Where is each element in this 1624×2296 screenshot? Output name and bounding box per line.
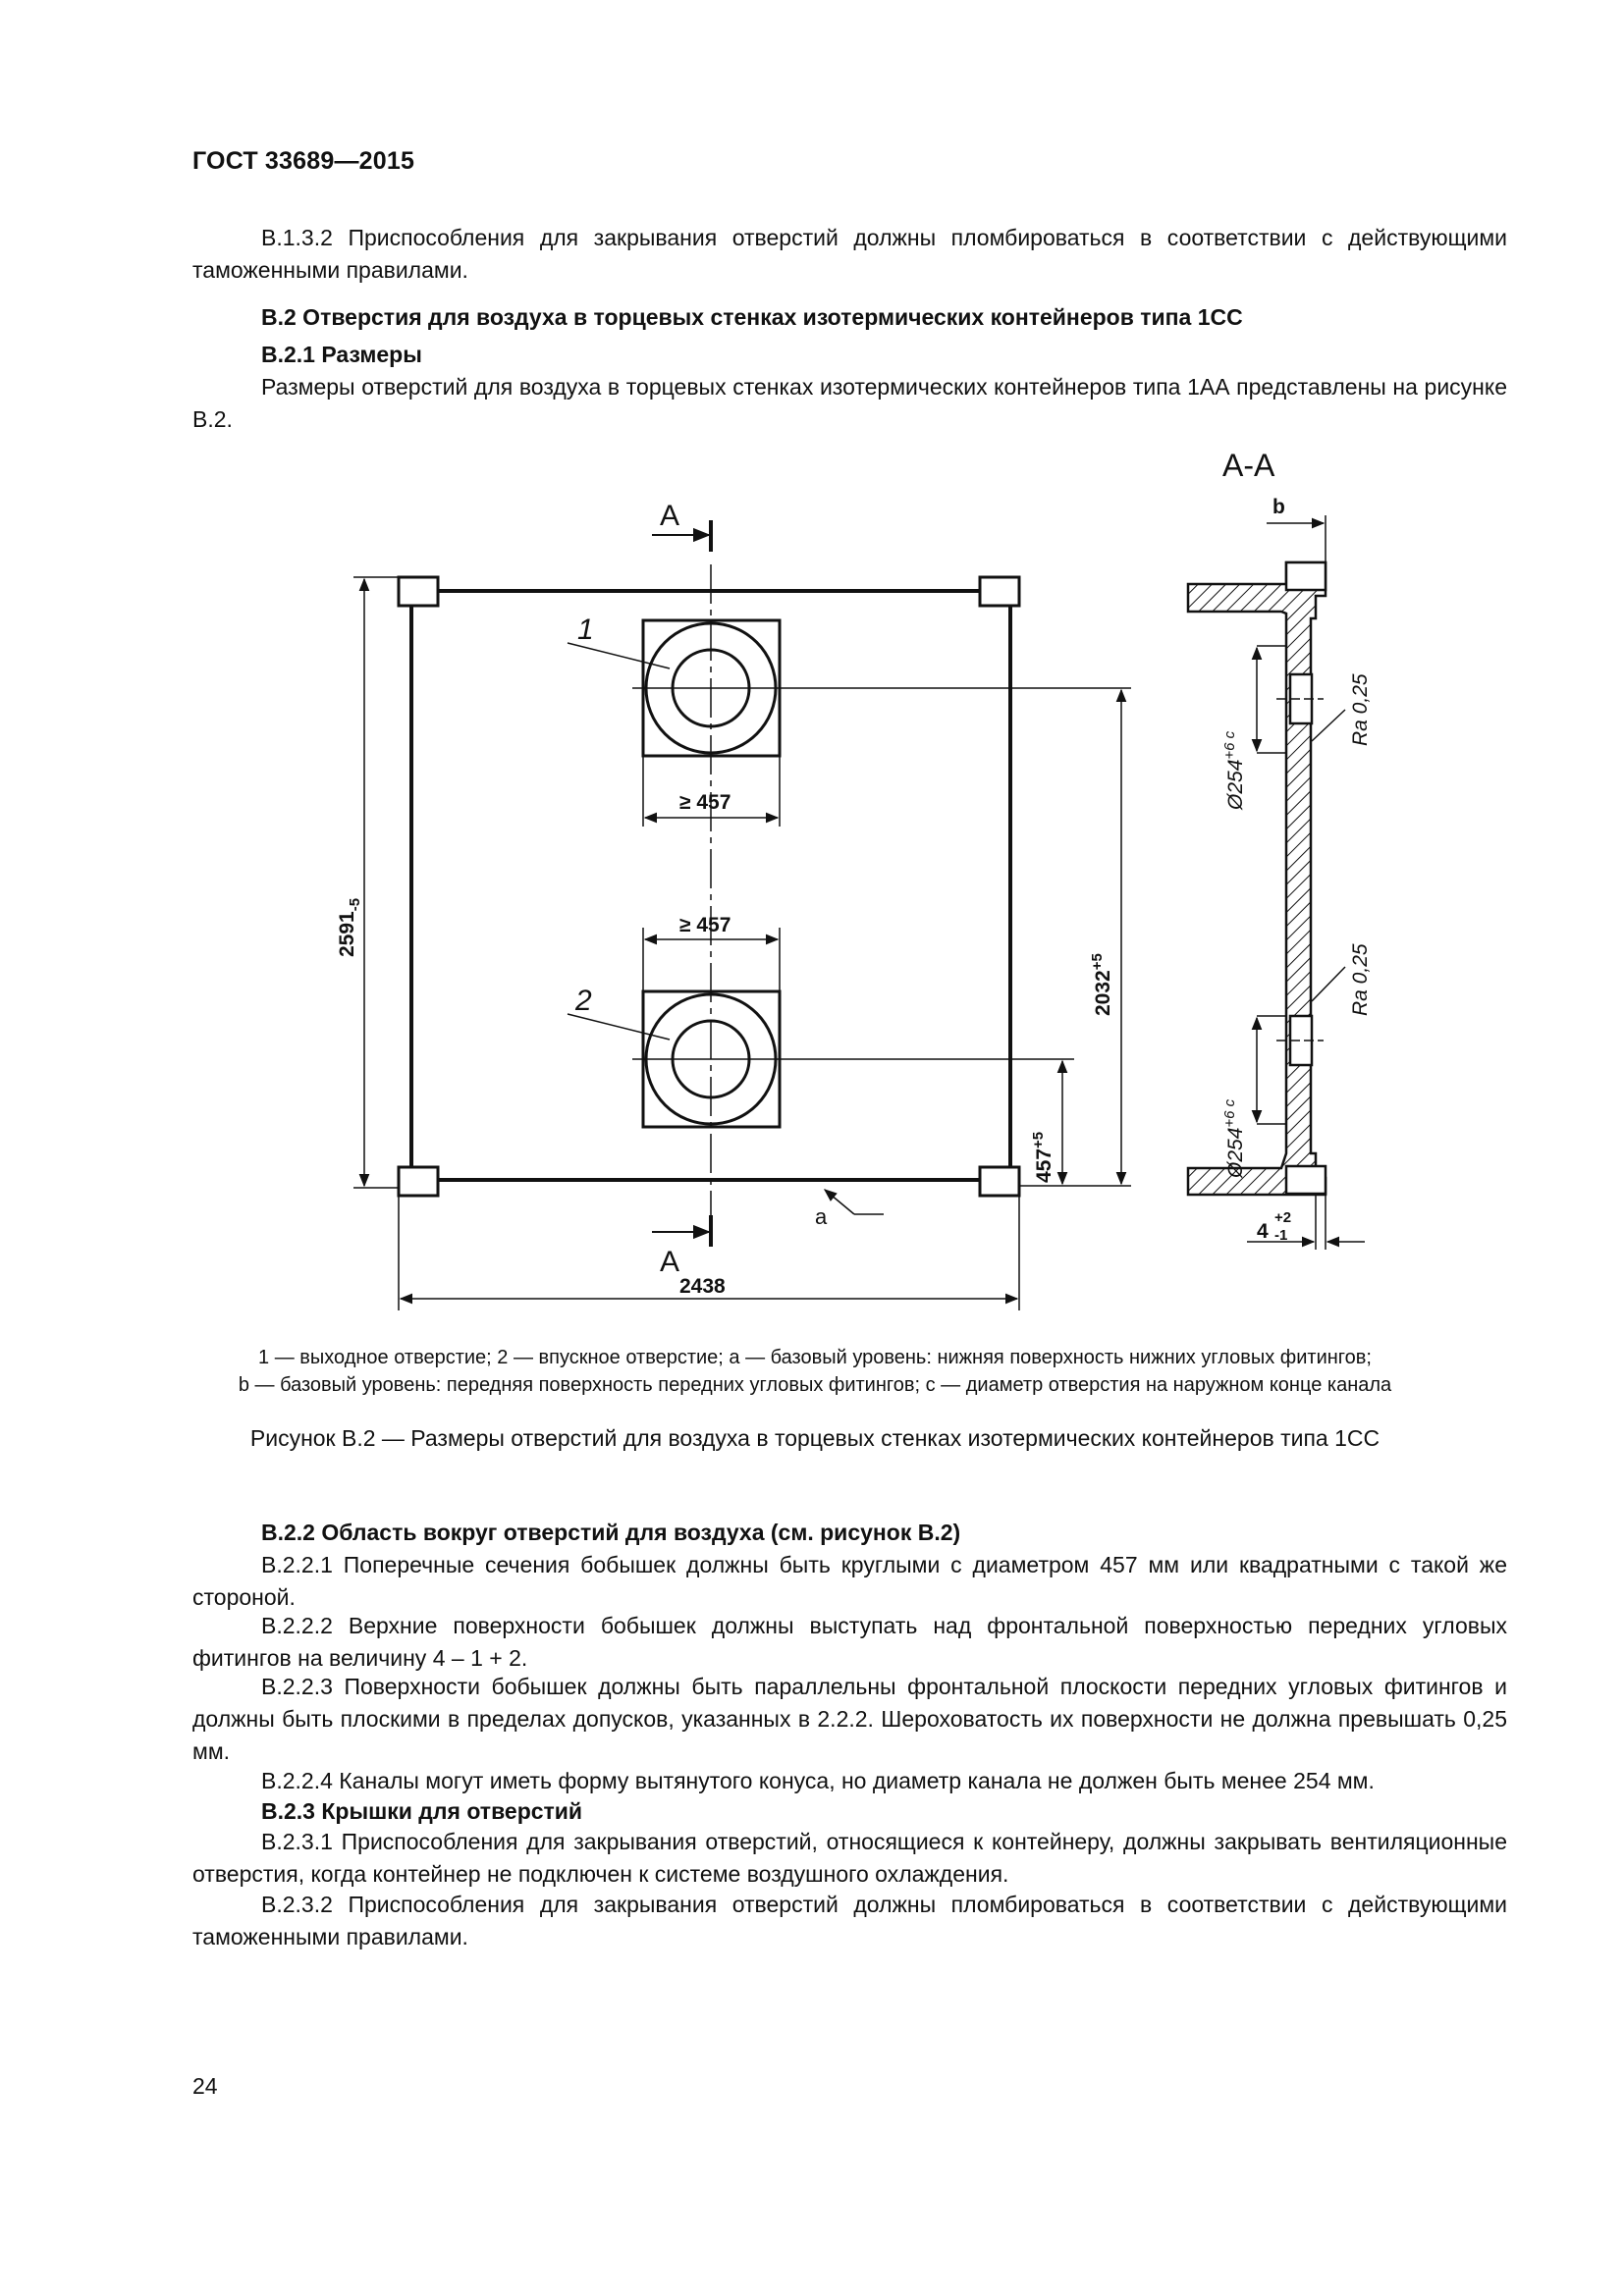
corner-fitting-tr xyxy=(980,577,1019,606)
figure-legend-line-1: 1 — выходное отверстие; 2 — впускное отверстие; a — базовый уровень: нижняя поверхность нижних угловых фитингов; xyxy=(258,1347,1372,1368)
paragraph-b224: В.2.2.4 Каналы могут иметь форму вытянутого конуса, но диаметр канала не должен быть менее 254 мм. xyxy=(261,1768,1375,1793)
corner-fitting-tl xyxy=(399,577,438,606)
dim-dia-top: Ø254 xyxy=(1224,759,1247,810)
dim-457v: 457 xyxy=(1033,1148,1056,1183)
subsection-b21-title: В.2.1 Размеры xyxy=(261,342,422,367)
svg-text:Ø254+6 c xyxy=(1221,1098,1247,1179)
dim-457v-tol: +5 xyxy=(1030,1131,1047,1148)
cut-label-bottom: А xyxy=(660,1246,680,1278)
svg-text:2032+5 xyxy=(1089,953,1114,1016)
svg-text:457+5 xyxy=(1030,1132,1056,1183)
dim-dia-bottom: Ø254 xyxy=(1224,1127,1247,1178)
dim-dia-top-tol: +6 c xyxy=(1221,730,1238,760)
document-header: ГОСТ 33689—2015 xyxy=(192,147,415,175)
paragraph-b222: В.2.2.2 Верхние поверхности бобышек должны выступать над фронтальной поверхностью передних угловых фитингов на величину 4 – 1 + 2. xyxy=(192,1613,1507,1671)
ra-bottom: Ra 0,25 xyxy=(1349,943,1372,1016)
label-1: 1 xyxy=(577,614,594,646)
dim-4-tol-down: -1 xyxy=(1274,1227,1288,1244)
section-view xyxy=(1188,515,1365,1250)
ra-top: Ra 0,25 xyxy=(1349,673,1372,746)
paragraph-b221: В.2.2.1 Поперечные сечения бобышек должны быть круглыми с диаметром 457 мм или квадратными с такой же стороной. xyxy=(192,1552,1507,1610)
label-b: b xyxy=(1272,496,1285,518)
corner-fitting-bl xyxy=(399,1167,438,1196)
paragraph-b231: В.2.3.1 Приспособления для закрывания отверстий, относящиеся к контейнеру, должны закрывать вентиляционные отверстия, когда контейнер не подключен к системе воздушного охлаждения. xyxy=(192,1829,1507,1887)
corner-fitting-br xyxy=(980,1167,1019,1196)
section-b2-title: В.2 Отверстия для воздуха в торцевых стенках изотермических контейнеров типа 1СС xyxy=(261,304,1243,330)
page-number: 24 xyxy=(192,2073,218,2099)
dim-dia-bottom-tol: +6 c xyxy=(1221,1098,1238,1128)
section-label: А-А xyxy=(1222,448,1275,483)
figure-caption: Рисунок В.2 — Размеры отверстий для воздуха в торцевых стенках изотермических контейнеров типа 1СС xyxy=(249,1425,1380,1451)
figure-legend-line-2: b — базовый уровень: передняя поверхность передних угловых фитингов; c — диаметр отверстия на наружном конце канала xyxy=(238,1374,1392,1396)
section-b23-title: В.2.3 Крышки для отверстий xyxy=(261,1798,583,1824)
front-view xyxy=(353,520,1131,1310)
dim-2032-tol: +5 xyxy=(1089,953,1106,971)
svg-text:2591-5 xyxy=(336,898,363,957)
dim-2591-tol: -5 xyxy=(347,897,363,912)
dim-4-tol-up: +2 xyxy=(1274,1209,1292,1226)
dim-2438: 2438 xyxy=(679,1275,726,1298)
paragraph-b132-top: В.1.3.2 Приспособления для закрывания отверстий должны пломбироваться в соответствии с действующими таможенными правилами. xyxy=(192,225,1507,283)
cut-label-top: А xyxy=(660,500,680,532)
label-a: a xyxy=(815,1204,828,1229)
svg-text:Ø254+6 c xyxy=(1221,730,1247,811)
figure-b2-drawing xyxy=(196,447,1473,1310)
label-2: 2 xyxy=(575,985,592,1017)
section-b22-title: В.2.2 Область вокруг отверстий для воздуха (см. рисунок В.2) xyxy=(261,1520,961,1545)
paragraph-b232: В.2.3.2 Приспособления для закрывания отверстий должны пломбироваться в соответствии с действующими таможенными правилами. xyxy=(192,1892,1507,1949)
dim-457-top: ≥ 457 xyxy=(679,791,731,814)
dim-457-bottom: ≥ 457 xyxy=(679,914,731,936)
dim-4: 4 xyxy=(1257,1220,1269,1243)
paragraph-b223: В.2.2.3 Поверхности бобышек должны быть параллельны фронтальной плоскости передних угловых фитингов и должны быть плоскими в пределах допусков, указанных в 2.2.2. Шероховатость их поверхности не должна превышать 0,25 мм. xyxy=(192,1674,1507,1764)
dim-2032: 2032 xyxy=(1092,970,1114,1016)
paragraph-b21: Размеры отверстий для воздуха в торцевых стенках изотермических контейнеров типа 1АА представлены на рисунке В.2. xyxy=(192,374,1507,432)
dim-2591: 2591 xyxy=(336,911,358,957)
